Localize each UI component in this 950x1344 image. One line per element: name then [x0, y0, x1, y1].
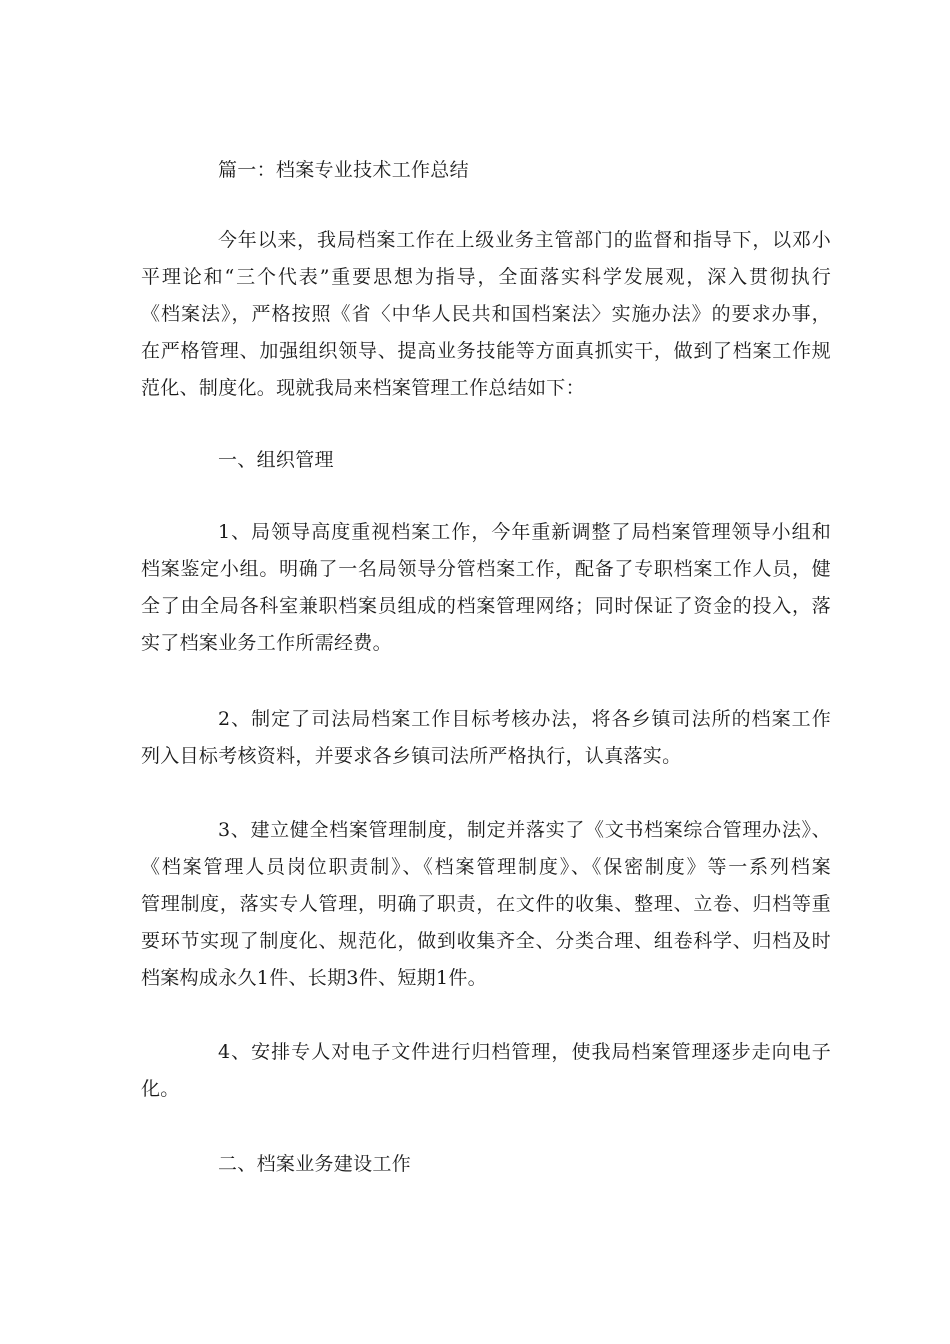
paragraph-line: 《档案管理人员岗位职责制》、《档案管理制度》、《保密制度》等一系列档案 — [141, 856, 831, 878]
document-title: 篇一：档案专业技术工作总结 — [218, 159, 469, 181]
paragraph-line: 列入目标考核资料，并要求各乡镇司法所严格执行，认真落实。 — [141, 745, 682, 767]
paragraph-line: 要环节实现了制度化、规范化，做到收集齐全、分类合理、组卷科学、归档及时 — [141, 930, 831, 952]
paragraph-line: 今年以来，我局档案工作在上级业务主管部门的监督和指导下，以邓小 — [218, 229, 831, 251]
paragraph-line: 在严格管理、加强组织领导、提高业务技能等方面真抓实干，做到了档案工作规 — [141, 340, 831, 362]
paragraph-line: 3、建立健全档案管理制度，制定并落实了《文书档案综合管理办法》、 — [218, 819, 831, 841]
paragraph-line: 全了由全局各科室兼职档案员组成的档案管理网络；同时保证了资金的投入，落 — [141, 595, 831, 617]
paragraph-line: 档案鉴定小组。明确了一名局领导分管档案工作，配备了专职档案工作人员，健 — [141, 558, 831, 580]
paragraph-line: 1、局领导高度重视档案工作，今年重新调整了局档案管理领导小组和 — [218, 521, 831, 543]
paragraph-line: 实了档案业务工作所需经费。 — [141, 632, 392, 654]
paragraph-line: 档案构成永久1件、长期3件、短期1件。 — [141, 967, 487, 989]
paragraph-line: 管理制度，落实专人管理，明确了职责，在文件的收集、整理、立卷、归档等重 — [141, 893, 831, 915]
paragraph-line: 化。 — [141, 1078, 180, 1100]
paragraph-line: 2、制定了司法局档案工作目标考核办法，将各乡镇司法所的档案工作 — [218, 708, 831, 730]
section-heading-1: 一、组织管理 — [218, 449, 334, 471]
paragraph-line: 平理论和“三个代表”重要思想为指导，全面落实科学发展观，深入贯彻执行 — [141, 266, 831, 288]
paragraph-line: 范化、制度化。现就我局来档案管理工作总结如下： — [141, 377, 585, 399]
paragraph-line: 《档案法》，严格按照《省〈中华人民共和国档案法〉实施办法》的要求办事， — [141, 303, 831, 325]
section-heading-2: 二、档案业务建设工作 — [218, 1153, 412, 1175]
paragraph-line: 4、安排专人对电子文件进行归档管理，使我局档案管理逐步走向电子 — [218, 1041, 831, 1063]
